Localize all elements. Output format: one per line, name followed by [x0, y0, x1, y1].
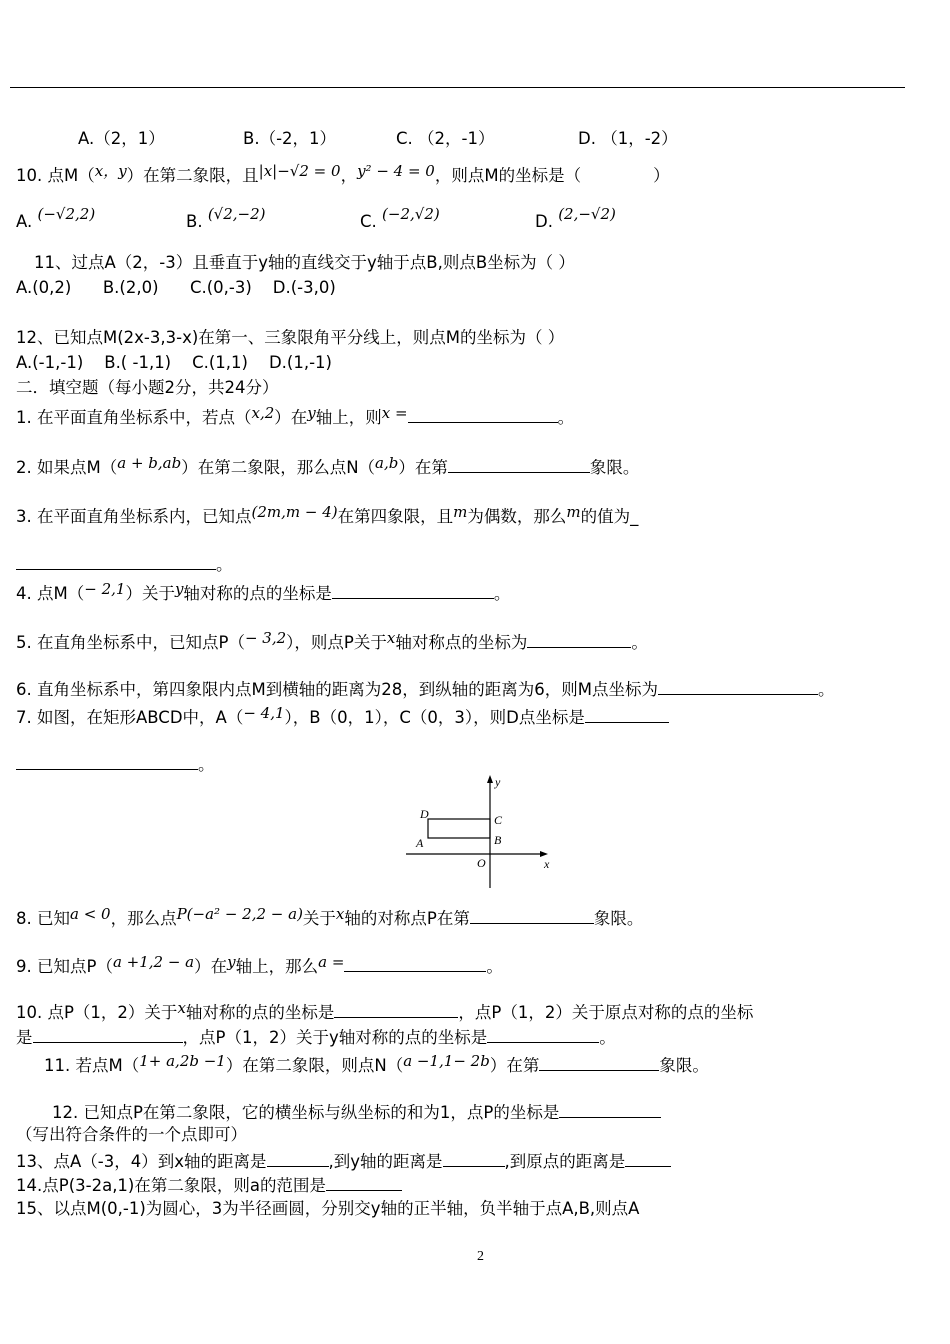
fill-12-note: （写出符合条件的一个点即可）	[16, 1125, 247, 1144]
answer-blank[interactable]	[527, 631, 631, 648]
question-12: 12、已知点M(2x-3,3-x)在第一、三象限角平分线上，则点M的坐标为（ ）	[16, 328, 565, 347]
question-10: 10. 点M（x，y）在第二象限，且|x|−√2 = 0，y² − 4 = 0，则点M的坐标是（ ）	[16, 162, 670, 185]
section-title: 二．填空题（每小题2分，共24分）	[16, 378, 279, 397]
answer-blank[interactable]	[448, 456, 590, 473]
answer-blank[interactable]	[16, 553, 216, 570]
q10-option-b: B. (√2,−2)	[186, 205, 266, 231]
q9-option-b: B.（-2，1）	[243, 129, 337, 148]
label-o: O	[477, 856, 486, 870]
answer-blank[interactable]	[559, 1101, 661, 1118]
label-x: x	[544, 857, 550, 871]
fill-6: 6. 直角坐标系中，第四象限内点M到横轴的距离为28，到纵轴的距离为6，则M点坐标为 。	[16, 680, 835, 699]
label-y: y	[495, 775, 501, 789]
answer-blank[interactable]	[267, 1150, 329, 1167]
q9-option-a: A.（2，1）	[78, 129, 165, 148]
fill-9: 9. 已知点P（a +1,2 − a）在y轴上，那么a = 。	[16, 953, 503, 976]
fill-7-cont: 。	[16, 753, 215, 775]
q10-option-d: D. (2,−√2)	[535, 205, 616, 231]
fill-1: 1. 在平面直角坐标系中，若点（x,2）在y轴上，则x = 。	[16, 404, 575, 427]
rectangle-figure	[398, 770, 558, 896]
label-b: B	[494, 833, 502, 847]
fill-12: 12. 已知点P在第二象限，它的横坐标与纵坐标的和为1，点P的坐标是	[52, 1101, 661, 1123]
answer-blank[interactable]	[332, 582, 494, 599]
fill-7: 7. 如图，在矩形ABCD中，A（− 4,1），B（0，1），C（0，3），则D点坐标是	[16, 706, 669, 728]
fill-2: 2. 如果点M（a + b,ab）在第二象限，那么点N（a,b）在第 象限。	[16, 454, 640, 477]
fill-3-cont: 。	[16, 553, 233, 575]
fill-3: 3. 在平面直角坐标系内，已知点(2m,m − 4)在第四象限，且m为偶数，那么m的值为_	[16, 503, 639, 526]
answer-blank[interactable]	[539, 1054, 659, 1071]
fill-14: 14.点P(3-2a,1)在第二象限，则a的范围是	[16, 1174, 402, 1196]
answer-blank[interactable]	[470, 907, 594, 924]
q9-option-d: D. （1，-2）	[578, 129, 678, 148]
answer-blank[interactable]	[443, 1150, 505, 1167]
y-axis-arrow	[487, 775, 493, 783]
q12-options: A.(-1,-1) B.( -1,1) C.(1,1) D.(1,-1)	[16, 353, 332, 372]
fill-15: 15、以点M(0,-1)为圆心，3为半径画圆，分别交y轴的正半轴，负半轴于点A,B,则点A	[16, 1199, 640, 1218]
answer-blank[interactable]	[344, 955, 486, 972]
q10-option-a: A. (−√2,2)	[16, 205, 96, 231]
answer-blank[interactable]	[33, 1026, 183, 1043]
fill-10: 10. 点P（1，2）关于x轴对称的点的坐标是 ，点P（1，2）关于原点对称的点的坐标	[16, 999, 754, 1022]
answer-blank[interactable]	[334, 1001, 458, 1018]
fill-10-cont: 是 ，点P（1，2）关于y轴对称的点的坐标是 。	[16, 1028, 616, 1047]
question-11: 11、过点A（2，-3）且垂直于y轴的直线交于y轴于点B,则点B坐标为（ ）	[34, 253, 575, 272]
header-rule	[10, 87, 905, 88]
fill-5: 5. 在直角坐标系中，已知点P（− 3,2），则点P关于x轴对称点的坐标为 。	[16, 629, 648, 652]
q9-option-c: C. （2，-1）	[396, 129, 495, 148]
rectangle-abcd	[428, 819, 490, 838]
fill-4: 4. 点M（− 2,1）关于y轴对称的点的坐标是 。	[16, 580, 511, 603]
answer-blank[interactable]	[487, 1026, 599, 1043]
page-number: 2	[477, 1249, 484, 1264]
answer-blank[interactable]	[408, 406, 558, 423]
answer-blank[interactable]	[16, 753, 198, 770]
label-d: D	[420, 807, 429, 821]
fill-13: 13、点A（-3，4）到x轴的距离是 ,到y轴的距离是 ,到原点的距离是	[16, 1150, 671, 1172]
answer-blank[interactable]	[658, 678, 818, 695]
q11-options: A.(0,2) B.(2,0) C.(0,-3) D.(-3,0)	[16, 278, 336, 297]
label-c: C	[494, 813, 503, 827]
answer-blank[interactable]	[326, 1174, 402, 1191]
fill-8: 8. 已知a < 0，那么点P(−a² − 2,2 − a)关于x轴的对称点P在第 象限。	[16, 905, 644, 928]
answer-blank[interactable]	[585, 706, 669, 723]
fill-11: 11. 若点M（1+ a,2b −1）在第二象限，则点N（a −1,1− 2b）在第 象限。	[44, 1052, 709, 1075]
answer-blank[interactable]	[625, 1150, 671, 1167]
q10-option-c: C. (−2,√2)	[360, 205, 440, 231]
label-a: A	[416, 836, 424, 850]
